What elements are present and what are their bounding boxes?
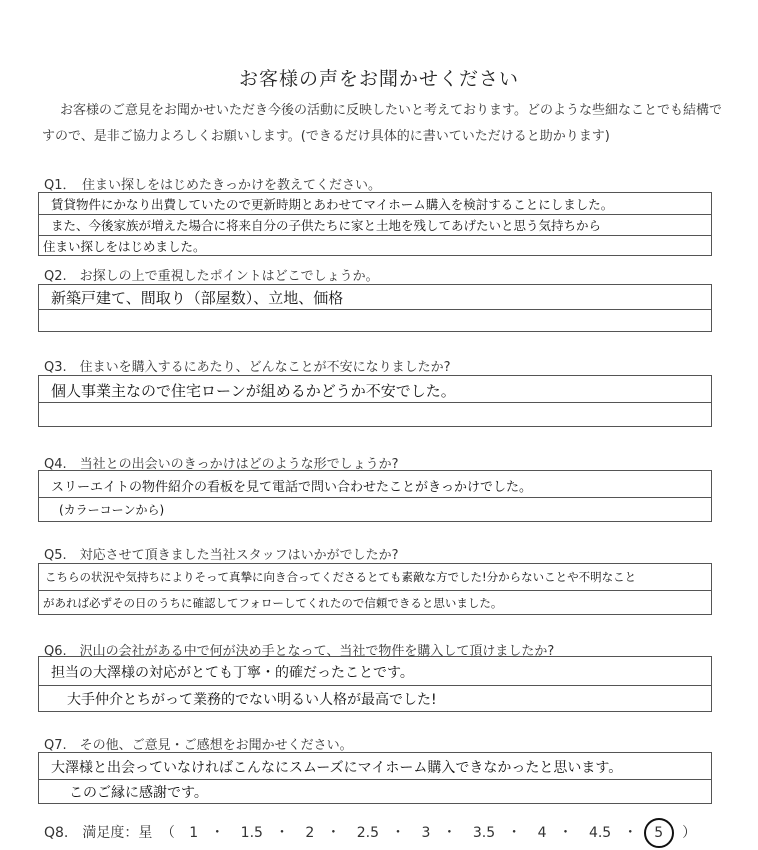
- separator: ・: [623, 825, 638, 841]
- q1-label: Q1． 住まい探しをはじめたきっかけを教えてください。: [44, 178, 382, 193]
- separator: ・: [391, 825, 406, 841]
- separator: ・: [326, 825, 341, 841]
- q1-answer-box: [38, 192, 712, 256]
- rating-option-2: 2: [305, 825, 315, 841]
- q5-label: Q5. 対応させて頂きました当社スタッフはいかがでしたか?: [44, 548, 399, 563]
- separator: ・: [558, 825, 573, 841]
- q1-answer-line: 住まい探しをはじめました。: [43, 239, 206, 254]
- rating-option-2-5: 2.5: [356, 825, 380, 841]
- q5-answer-line: こちらの状況や気持ちによりそって真摯に向き合ってくださるとても素敵な方でした!分からないことや不明なこと: [45, 570, 637, 584]
- q8-satisfaction: [44, 822, 700, 848]
- q3-label: Q3. 住まいを購入するにあたり、どんなことが不安になりましたか?: [44, 360, 451, 375]
- q3-answer-line: 個人事業主なので住宅ローンが組めるかどうか不安でした。: [51, 382, 456, 400]
- q1-answer-line: 賃貸物件にかなり出費していたので更新時期とあわせてマイホーム購入を検討することにしました。: [51, 197, 614, 212]
- q6-label: Q6. 沢山の会社がある中で何が決め手となって、当社で物件を購入して頂けましたか?: [44, 644, 555, 659]
- q5-answer-line: があれば必ずその日のうちに確認してフォローしてくれたので信頼できると思いました。: [43, 596, 503, 610]
- q8-open-paren: （: [160, 825, 175, 841]
- rating-option-1: 1: [189, 825, 199, 841]
- separator: ・: [210, 825, 225, 841]
- q8-close-paren: ）: [682, 825, 697, 841]
- separator: ・: [274, 825, 289, 841]
- rating-option-4: 4: [537, 825, 547, 841]
- q2-answer-box: [38, 284, 712, 332]
- q7-answer-line: 大澤様と出会っていなければこんなにスムーズにマイホーム購入できなかったと思います。: [51, 760, 623, 776]
- q7-answer-box: [38, 752, 712, 804]
- q4-answer-line: スリーエイトの物件紹介の看板を見て電話で問い合わせたことがきっかけでした。: [51, 480, 533, 495]
- separator: ・: [507, 825, 522, 841]
- q2-answer-line: 新築戸建て、間取り（部屋数）、立地、価格: [51, 289, 344, 307]
- q4-answer-box: [38, 470, 712, 522]
- q4-answer-line: (カラーコーンから): [59, 503, 165, 517]
- rating-option-1-5: 1.5: [240, 825, 263, 841]
- intro-text: お客様のご意見をお聞かせいただき今後の活動に反映したいと考えております。どのような些細なことでも結構ですので、是非ご協力よろしくお願いします。(できるだけ具体的に書いていただけると助かります): [42, 103, 722, 144]
- q6-answer-line: 担当の大澤様の対応がとても丁寧・的確だったことです。: [51, 665, 414, 681]
- q1-answer-line: また、今後家族が増えた場合に将来自分の子供たちに家と土地を残してあげたいと思う気持ちから: [51, 218, 602, 233]
- q6-answer-box: [38, 656, 712, 712]
- rating-option-3-5: 3.5: [472, 825, 496, 841]
- q5-answer-box: [38, 563, 712, 615]
- rating-option-5-selected: 5: [644, 818, 674, 848]
- q7-answer-line: このご縁に感謝です。: [69, 785, 208, 801]
- rating-option-4-5: 4.5: [588, 825, 612, 841]
- page-title: お客様の声をお聞かせください: [238, 68, 519, 90]
- q7-label: Q7. その他、ご意見・ご感想をお聞かせください。: [44, 738, 353, 753]
- q2-label: Q2. お探しの上で重視したポイントはどこでしょうか。: [44, 269, 379, 284]
- q3-answer-box: [38, 375, 712, 427]
- q4-label: Q4. 当社との出会いのきっかけはどのような形でしょうか?: [44, 457, 399, 472]
- separator: ・: [442, 825, 457, 841]
- q8-label: Q8. 満足度：星: [44, 825, 153, 841]
- q6-answer-line: 大手仲介とちがって業務的でない明るい人格が最高でした!: [67, 692, 437, 708]
- rating-option-3: 3: [421, 825, 431, 841]
